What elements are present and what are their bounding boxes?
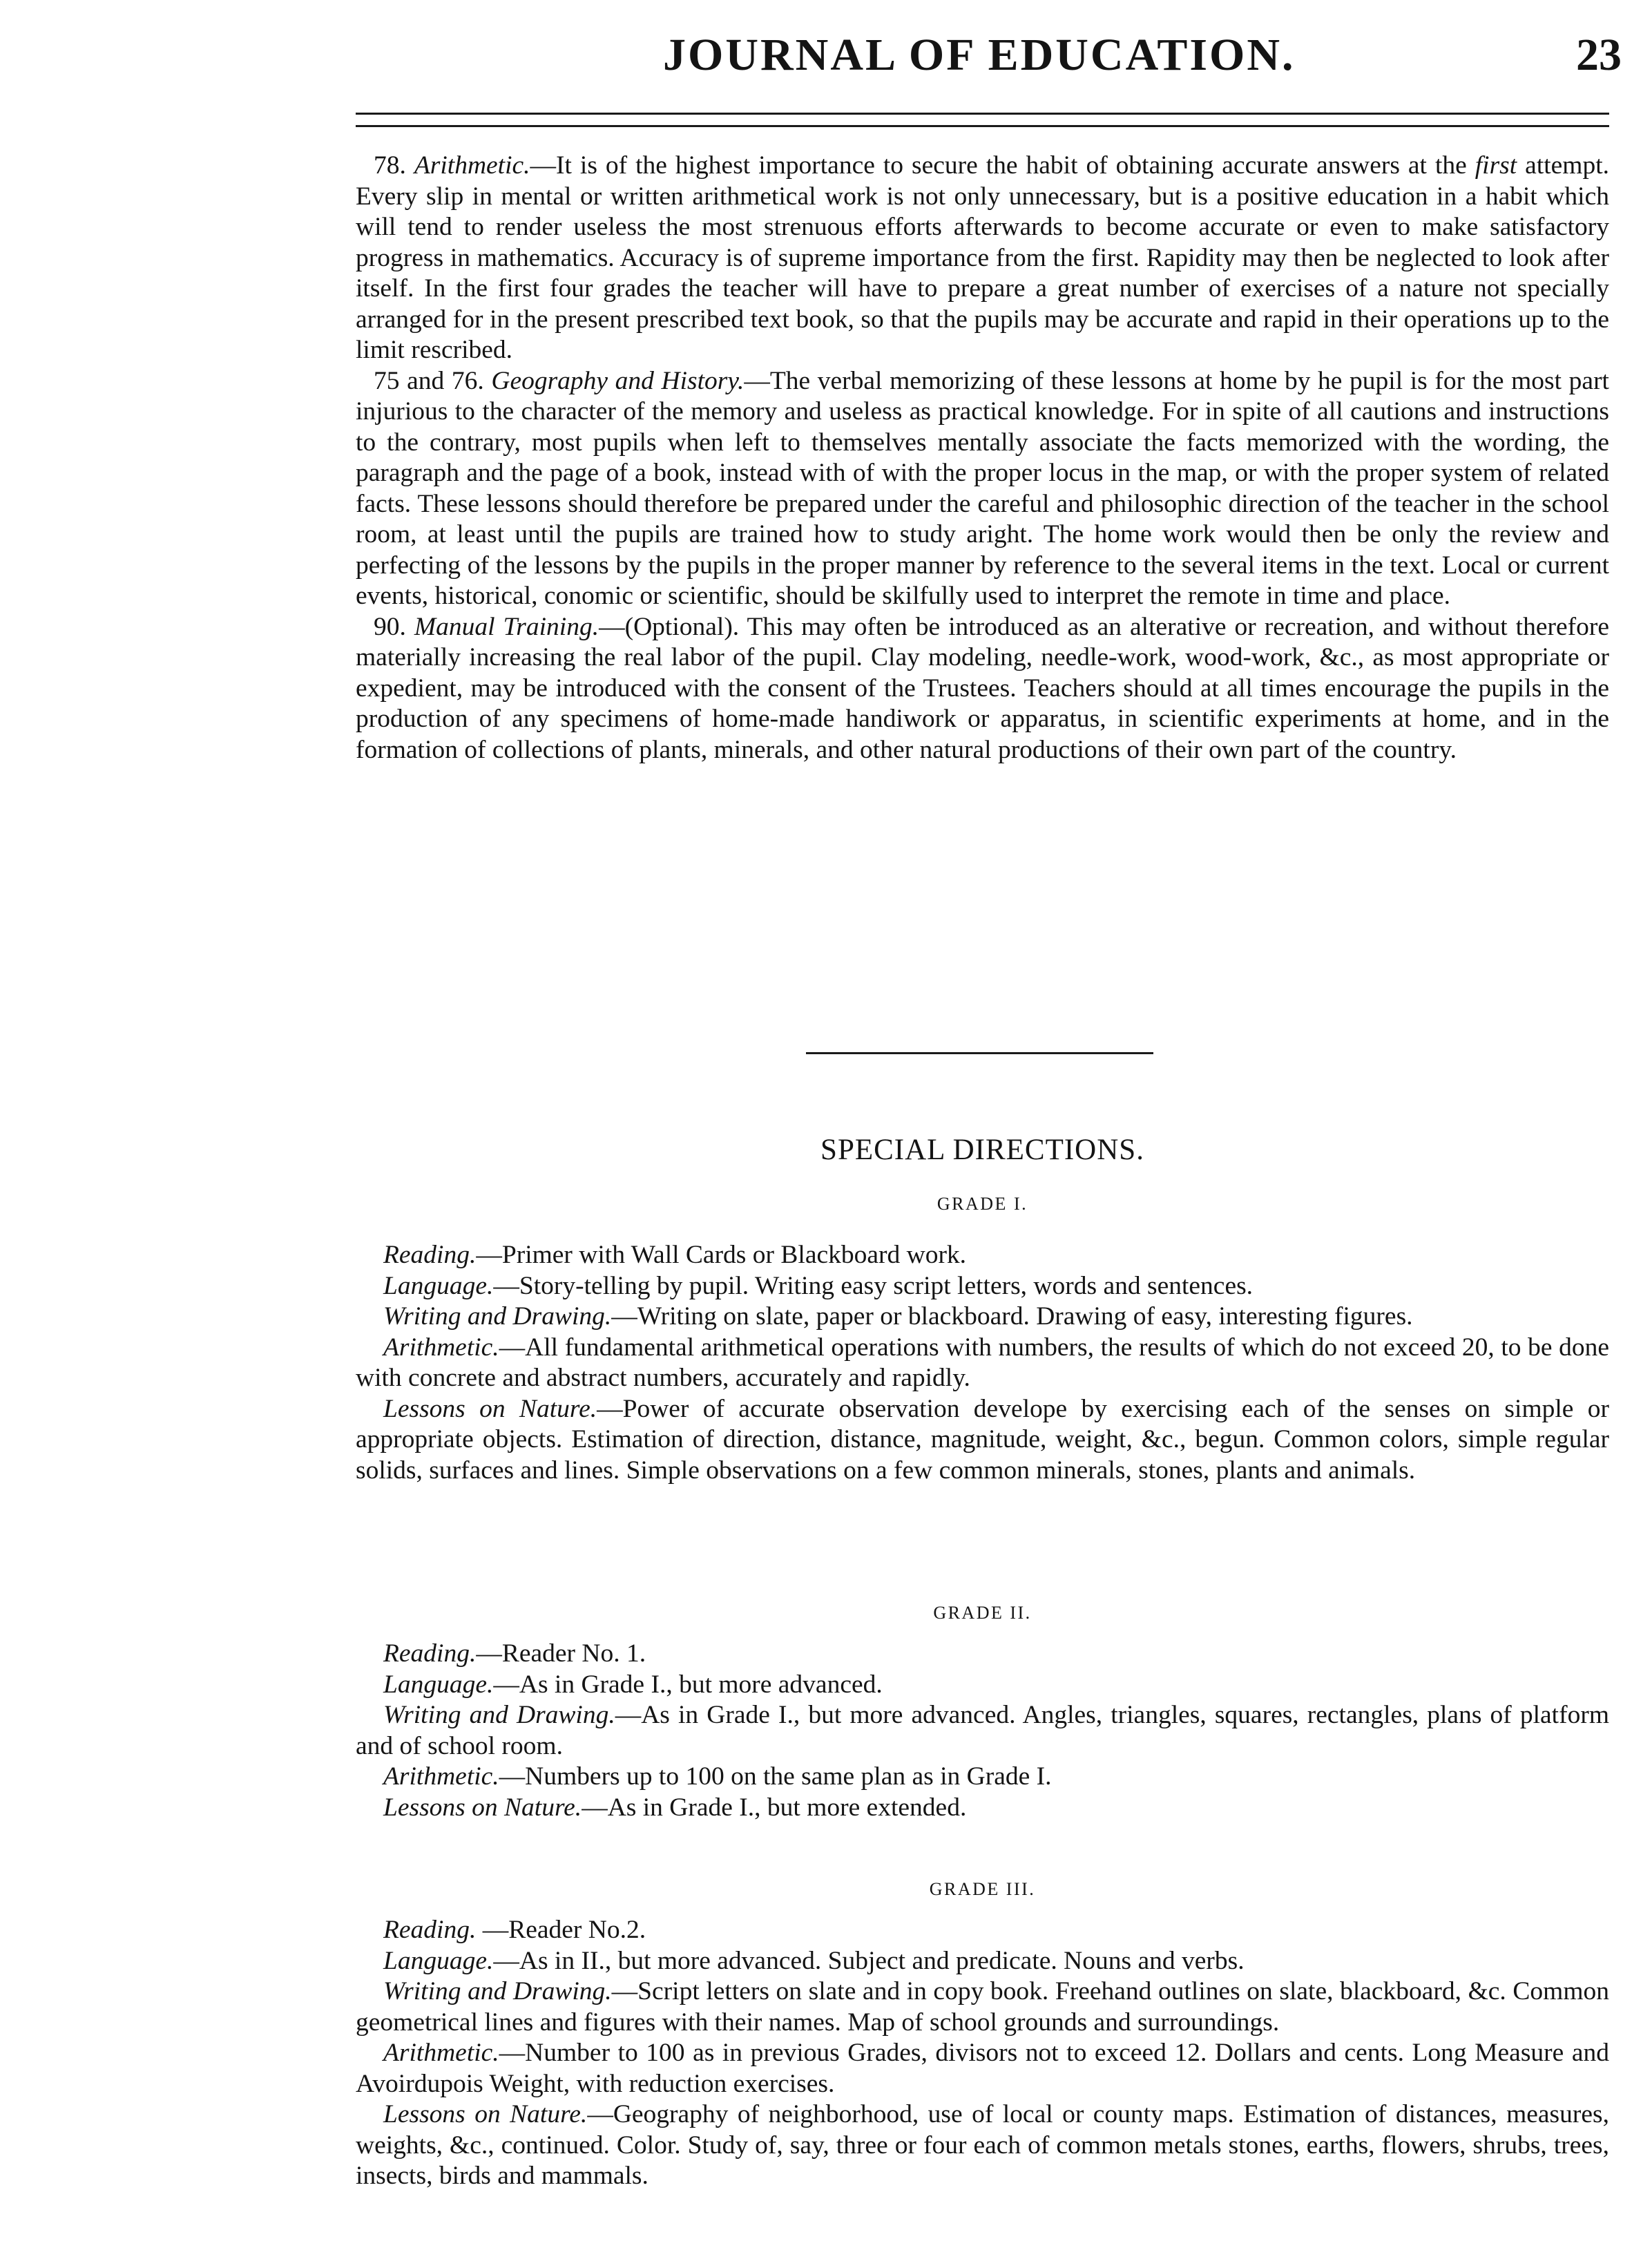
paragraph-text: —The verbal memorizing of these lessons at home by he pupil is for the most part injurious to the character of the memory and useless as practical knowledge. For in spite of all cautions and instructions to the contrary, most pupils when left to themselves mentally associate the facts memorized with the wording, the paragraph and the page of a book, instead with of with the proper locus in the map, or with the proper system of related facts. These lessons should therefore be prepared under the careful and philosophic direction of the teacher in the school room, at least until the pupils are trained how to study aright. The home work would then be only the review and perfecting of the lessons by the pupils in the proper manner by reference to the several items in the text. Local or current events, historical, conomic or scientific, should be skilfully used to interpret the remote in time and place.	[356, 366, 1609, 610]
item-label: Writing and Drawing.	[383, 1701, 615, 1729]
item-text: —As in Grade I., but more advanced.	[493, 1670, 883, 1699]
item-label: Language.	[383, 1946, 494, 1975]
item-label: Lessons on Nature.	[383, 1394, 597, 1423]
item-label: Lessons on Nature.	[383, 1793, 582, 1822]
item-text: —Script letters on slate and in copy book. Freehand outlines on slate, blackboard, &c. Common geometrical lines and figures with their names. Map of school grounds and surroundings.	[356, 1977, 1609, 2037]
item-text: —Reader No. 1.	[476, 1639, 646, 1668]
grade-item-nature	[356, 1394, 1609, 1487]
item-label: Writing and Drawing.	[383, 1977, 612, 2005]
item-text: —As in Grade I., but more advanced. Angles, triangles, squares, rectangles, plans of platform and of school room.	[356, 1701, 1609, 1760]
grade-item-reading	[356, 1639, 1609, 1670]
item-text: —Story-telling by pupil. Writing easy script letters, words and sentences.	[493, 1271, 1254, 1300]
special-directions-heading: SPECIAL DIRECTIONS.	[820, 1134, 1144, 1166]
grade-item-arithmetic	[356, 2038, 1609, 2099]
item-text: —Power of accurate observation develope by exercising each of the senses on simple or appropriate objects. Estimation of direction, distance, magnitude, weight, &c., begun. Common colors, simple regular solids, surfaces and lines. Simple observations on a few common minerals, stones, plants and animals.	[356, 1394, 1609, 1485]
item-label: Reading.	[383, 1241, 477, 1269]
item-label: Language.	[383, 1271, 494, 1300]
grade-item-nature	[356, 2099, 1609, 2192]
grade-item-nature	[356, 1793, 1609, 1824]
page-number: 23	[1576, 30, 1622, 80]
item-label: Reading.	[383, 1639, 477, 1668]
item-text: —Geography of neighborhood, use of local or county maps. Estimation of distances, measures, weights, &c., continued. Color. Study of, say, three or four each of common metals stones, earths, flowers, shrubs, trees, insects, birds and mammals.	[356, 2100, 1609, 2190]
paragraph-text-rest: attempt. Every slip in mental or written arithmetical work is not only unnecessary, but is a positive education in a habit which will tend to render useless the most strenuous efforts afterwards to become accurate or even to make satisfactory progress in mathematics. Accuracy is of supreme importance from the first. Rapidity may then be neglected to look after itself. In the first four grades the teacher will have to prepare a great number of exercises of a nature not specially arranged for in the present prescribed text book, so that the pupils may be accurate and rapid in their operations up to the limit rescribed.	[356, 151, 1610, 364]
curriculum-notes	[356, 151, 1609, 765]
item-label: Reading.	[383, 1916, 477, 1944]
item-text: —All fundamental arithmetical operations with numbers, the results of which do not exceed 20, to be done with concrete and abstract numbers, accurately and rapidly.	[356, 1333, 1609, 1392]
section-divider	[806, 1052, 1153, 1054]
item-label: Writing and Drawing.	[383, 1302, 612, 1331]
paragraph-manual-training	[356, 612, 1609, 766]
grade-2-items	[356, 1639, 1609, 1823]
grade-item-arithmetic	[356, 1762, 1609, 1793]
paragraph-emphasis: first	[1475, 151, 1517, 180]
item-text: —Number to 100 as in previous Grades, divisors not to exceed 12. Dollars and cents. Long Measure and Avoirdupois Weight, with reduction exercises.	[356, 2039, 1609, 2098]
grade-item-writing-drawing	[356, 1976, 1609, 2038]
grade-item-writing-drawing	[356, 1700, 1609, 1762]
grade-item-language	[356, 1946, 1609, 1977]
item-label: Arithmetic.	[383, 1333, 499, 1362]
paragraph-label: Geography and History.	[491, 366, 745, 395]
paragraph-label: Arithmetic.	[414, 151, 530, 180]
grade-heading: GRADE I.	[937, 1194, 1028, 1214]
item-text: —Numbers up to 100 on the same plan as in Grade I.	[499, 1762, 1052, 1791]
item-text: —Writing on slate, paper or blackboard. Drawing of easy, interesting figures.	[611, 1302, 1413, 1331]
item-text: —As in II., but more advanced. Subject and predicate. Nouns and verbs.	[493, 1946, 1245, 1975]
paragraph-geography-history	[356, 366, 1609, 612]
paragraph-label: Manual Training.	[414, 612, 599, 641]
item-text: —Primer with Wall Cards or Blackboard work.	[476, 1241, 967, 1269]
item-label: Language.	[383, 1670, 494, 1699]
paragraph-number: 75 and 76.	[374, 366, 492, 395]
paragraph-number: 90.	[374, 612, 414, 641]
grade-3-items	[356, 1915, 1609, 2192]
header-rule-bottom	[356, 125, 1609, 127]
paragraph-text: —It is of the highest importance to secure the habit of obtaining accurate answers at the	[530, 151, 1475, 180]
item-text: —As in Grade I., but more extended.	[582, 1793, 967, 1822]
paragraph-text: —(Optional). This may often be introduced as an alterative or recreation, and without therefore materially increasing the real labor of the pupil. Clay modeling, needle-work, wood-work, &c., as most appropriate or expedient, may be introduced with the consent of the Trustees. Teachers should at all times encourage the pupils in the production of any specimens of home-made handiwork or apparatus, in scientific experiments at home, and in the formation of collections of plants, minerals, and other natural productions of their own part of the country.	[356, 612, 1609, 764]
item-text: —Reader No.2.	[476, 1916, 646, 1944]
grade-item-writing-drawing	[356, 1302, 1609, 1333]
header-rule-top	[356, 113, 1609, 115]
paragraph-number: 78.	[374, 151, 414, 180]
paragraph-arithmetic	[356, 151, 1609, 366]
grade-item-arithmetic	[356, 1333, 1609, 1394]
grade-1-items	[356, 1240, 1609, 1486]
grade-heading: GRADE II.	[933, 1603, 1032, 1623]
grade-item-reading	[356, 1915, 1609, 1946]
grade-item-reading	[356, 1240, 1609, 1271]
grade-item-language	[356, 1670, 1609, 1701]
item-label: Arithmetic.	[383, 1762, 499, 1791]
running-title: JOURNAL OF EDUCATION.	[663, 30, 1296, 80]
grade-item-language	[356, 1271, 1609, 1302]
item-label: Lessons on Nature.	[383, 2100, 588, 2128]
item-label: Arithmetic.	[383, 2039, 499, 2067]
grade-heading: GRADE III.	[929, 1879, 1036, 1899]
